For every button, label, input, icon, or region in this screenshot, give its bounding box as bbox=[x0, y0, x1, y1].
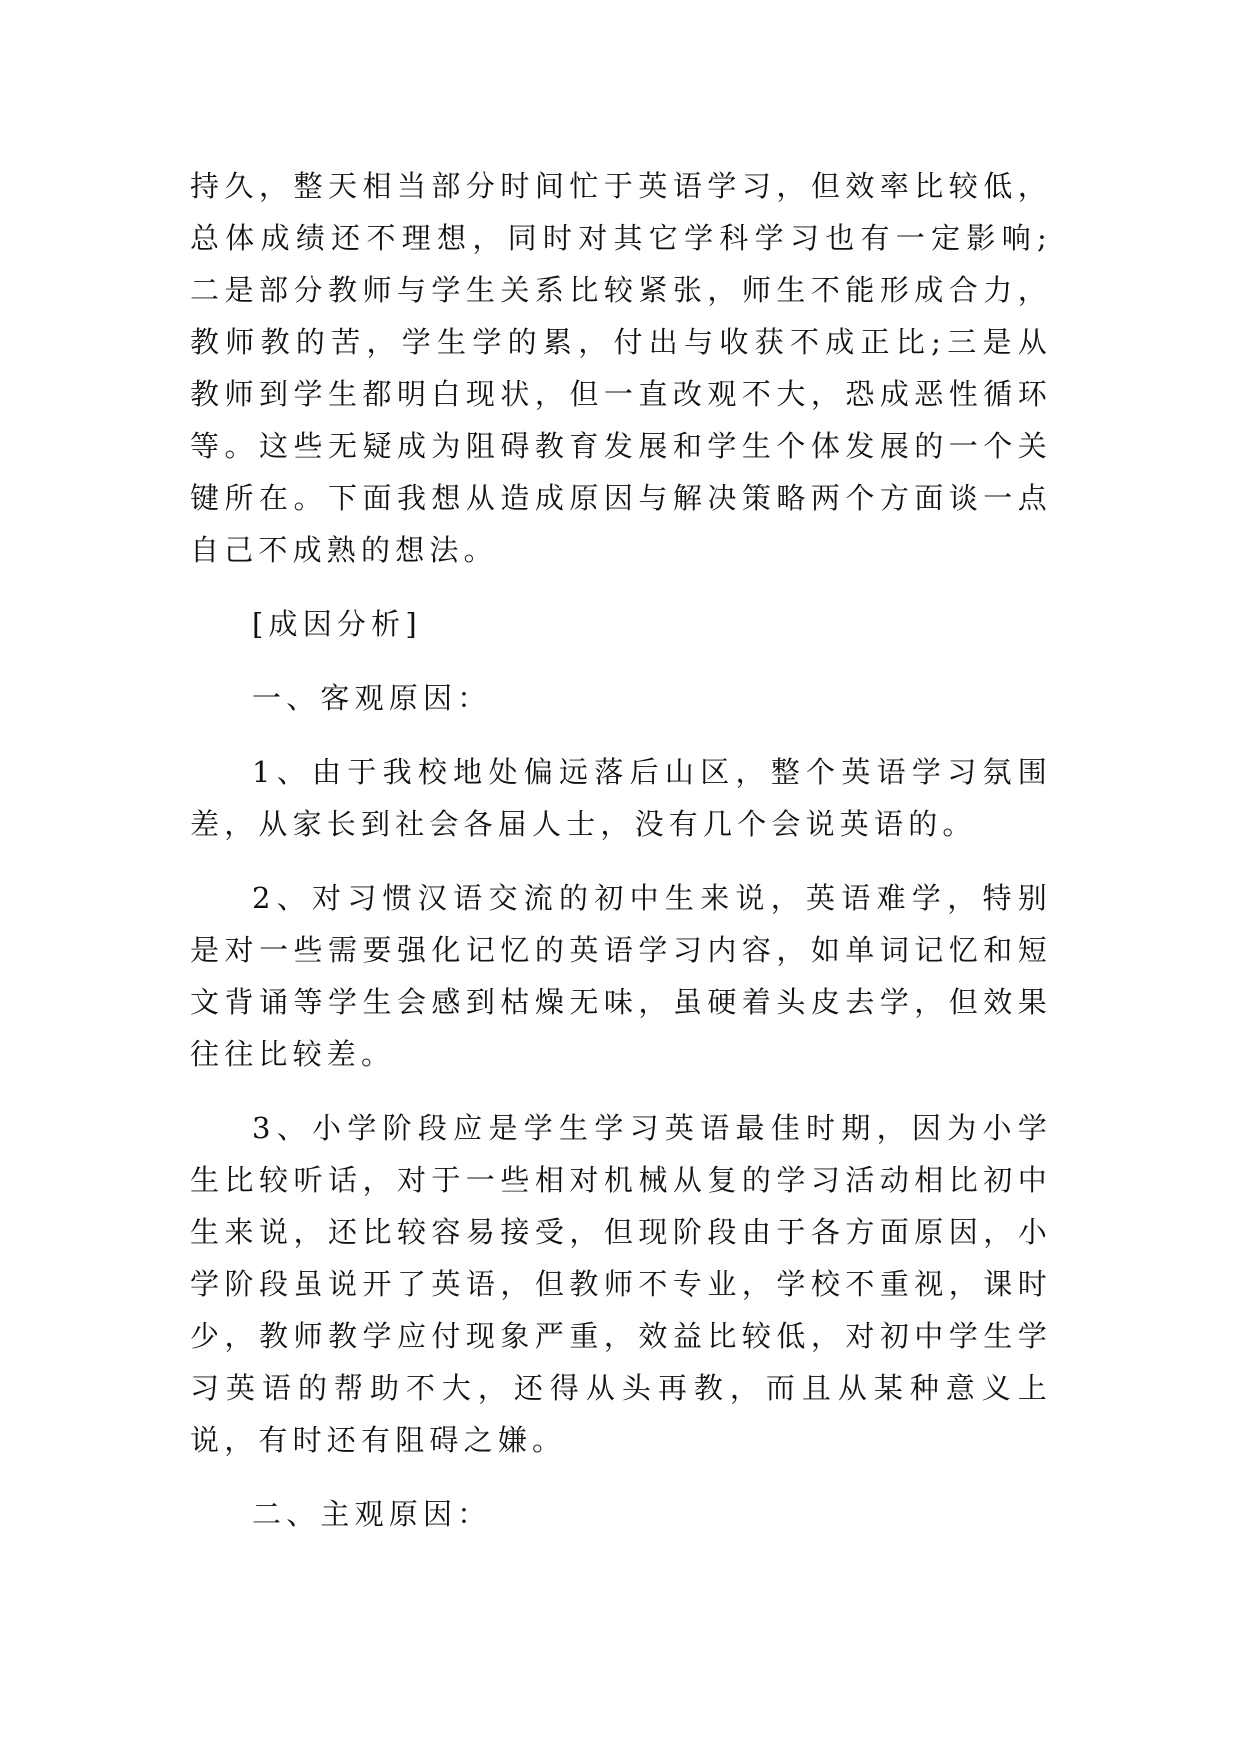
paragraph-intro-continuation: 持久，整天相当部分时间忙于英语学习，但效率比较低，总体成绩还不理想，同时对其它学科学习也有一定影响;二是部分教师与学生关系比较紧张，师生不能形成合力，教师教的苦，学生学的累，付出与收获不成正比;三是从教师到学生都明白现状，但一直改观不大，恐成恶性循环等。这些无疑成为阻碍教育发展和学生个体发展的一个关键所在。下面我想从造成原因与解决策略两个方面谈一点自己不成熟的想法。 bbox=[190, 169, 1052, 567]
paragraph-reason-1: 1、由于我校地处偏远落后山区，整个英语学习氛围差，从家长到社会各届人士，没有几个会说英语的。 bbox=[190, 755, 1052, 841]
paragraph-reason-3: 3、小学阶段应是学生学习英语最佳时期，因为小学生比较听话，对于一些相对机械从复的学习活动相比初中生来说，还比较容易接受，但现阶段由于各方面原因，小学阶段虽说开了英语，但教师不专业，学校不重视，课时少，教师教学应付现象严重，效益比较低，对初中学生学习英语的帮助不大，还得从头再教，而且从某种意义上说，有时还有阻碍之嫌。 bbox=[190, 1111, 1052, 1457]
subheading-subjective-reasons: 二、主观原因： bbox=[252, 1497, 492, 1531]
document-page bbox=[190, 160, 1052, 1540]
paragraph-reason-2: 2、对习惯汉语交流的初中生来说，英语难学，特别是对一些需要强化记忆的英语学习内容，如单词记忆和短文背诵等学生会感到枯燥无味，虽硬着头皮去学，但效果往往比较差。 bbox=[190, 881, 1052, 1071]
section-heading-cause-analysis: [成因分析] bbox=[252, 607, 422, 641]
subheading-objective-reasons: 一、客观原因： bbox=[252, 681, 492, 715]
